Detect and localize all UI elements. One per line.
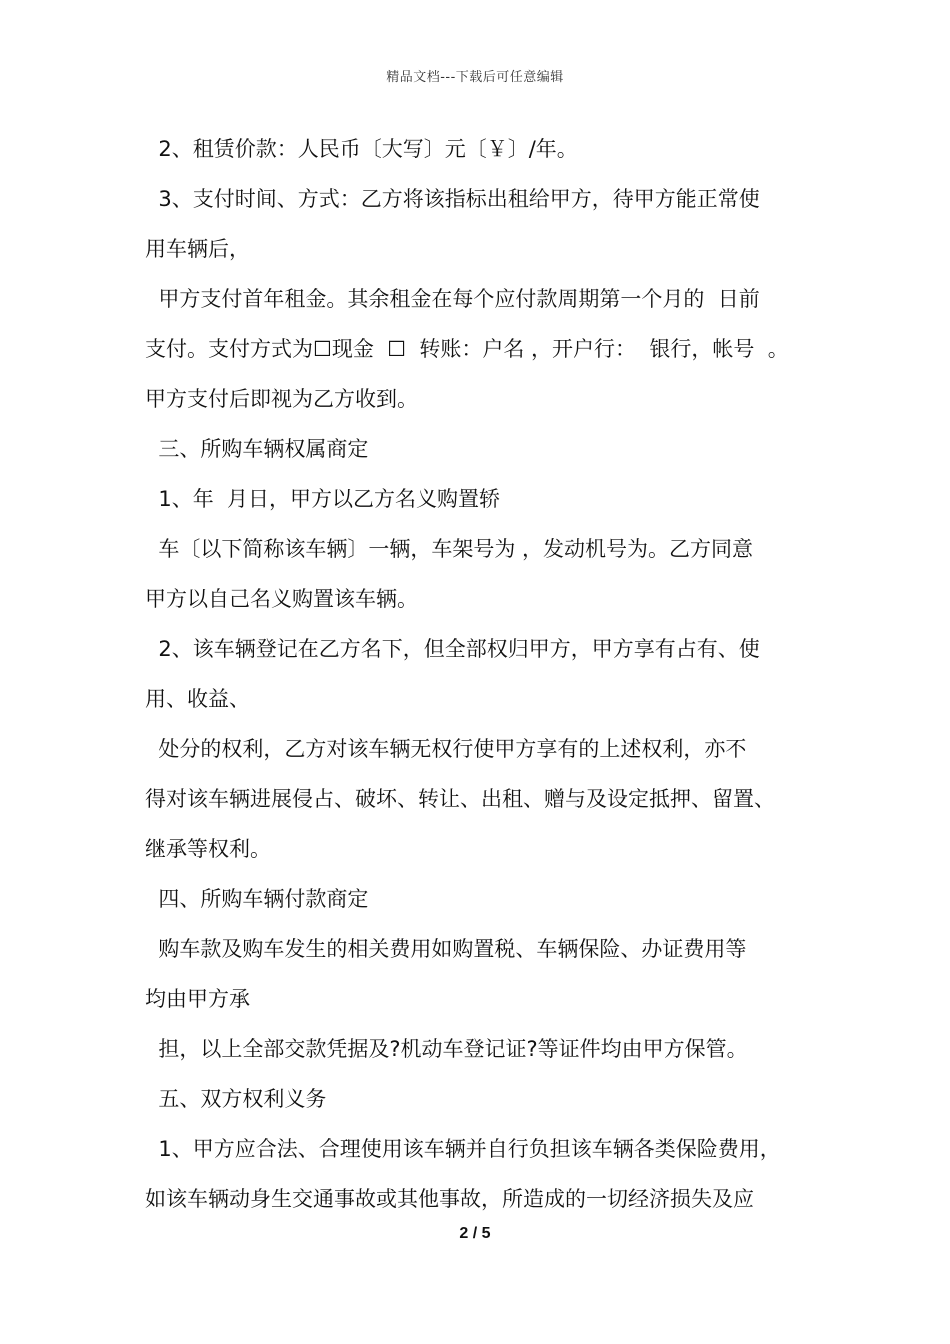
section-heading: 五、双方权利义务 (145, 1087, 327, 1111)
text-line: 甲方以自己名义购置该车辆。 (145, 587, 418, 611)
text-line: 2、租赁价款：人民币〔大写〕元〔￥〕/年。 (145, 137, 578, 161)
text-line: 1、年 月日，甲方以乙方名义购置轿 (145, 487, 501, 511)
text-line: 1、甲方应合法、合理使用该车辆并自行负担该车辆各类保险费用， (145, 1137, 781, 1161)
text-line: 得对该车辆进展侵占、破坏、转让、出租、赠与及设定抵押、留置、 (145, 787, 775, 811)
page-number: 2 / 5 (459, 1225, 491, 1242)
text-line: 甲方支付首年租金。其余租金在每个应付款周期第一个月的 日前 (145, 287, 760, 311)
text-line: 支付。支付方式为☐现金 ☐ 转账：户名 ，开户行： 银行，帐号 。 (145, 337, 789, 361)
text-line: 继承等权利。 (145, 837, 271, 861)
text-line: 购车款及购车发生的相关费用如购置税、车辆保险、办证费用等 (145, 937, 747, 961)
section-heading: 三、所购车辆权属商定 (145, 437, 369, 461)
section-heading: 四、所购车辆付款商定 (145, 887, 369, 911)
text-line: 均由甲方承 (145, 987, 250, 1011)
text-line: 处分的权利，乙方对该车辆无权行使甲方享有的上述权利，亦不 (145, 737, 747, 761)
text-line: 车〔以下简称该车辆〕一辆，车架号为 ，发动机号为。乙方同意 (145, 537, 754, 561)
text-line: 如该车辆动身生交通事故或其他事故，所造成的一切经济损失及应 (145, 1187, 754, 1211)
text-line: 甲方支付后即视为乙方收到。 (145, 387, 418, 411)
text-line: 用车辆后， (145, 237, 250, 261)
text-line: 担，以上全部交款凭据及?机动车登记证?等证件均由甲方保管。 (145, 1037, 748, 1061)
page-header: 精品文档---下载后可任意编辑 (386, 70, 564, 85)
document-body (145, 124, 815, 1224)
text-line: 用、收益、 (145, 687, 250, 711)
text-line: 3、支付时间、方式：乙方将该指标出租给甲方，待甲方能正常使 (145, 187, 760, 211)
text-line: 2、该车辆登记在乙方名下，但全部权归甲方，甲方享有占有、使 (145, 637, 760, 661)
